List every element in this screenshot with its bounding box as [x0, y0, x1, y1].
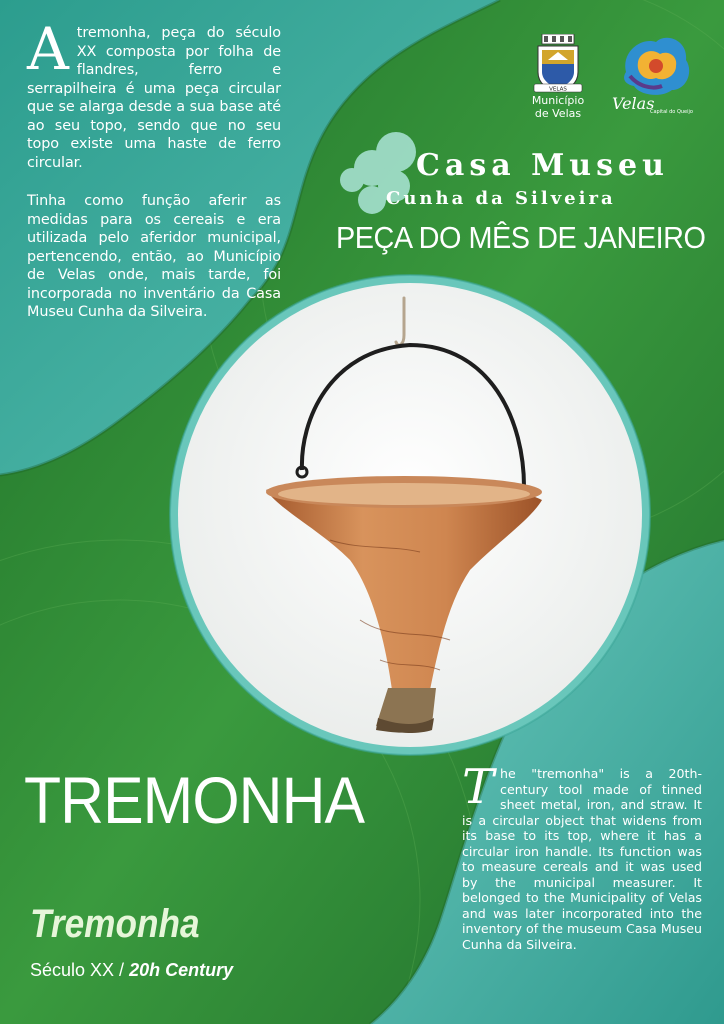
intro-pt-paragraph-1-text: tremonha, peça do século XX composta por folha de flandres, ferro e serrapilheira é uma peça circular que se alarga desde a sua base até ao seu topo, sendo que no seu topo existe uma haste de ferro circular.	[27, 25, 281, 171]
intro-en	[462, 759, 702, 952]
intro-en-dropcap: T	[462, 759, 495, 815]
velas-wordmark: Velas	[612, 94, 655, 113]
century-label	[30, 960, 233, 981]
intro-en-text: he "tremonha" is a 20th-century tool made of tinned sheet metal, iron, and straw. It is a circular object that widens from its base to its top, where it has a circular iron handle. Its function was to measure cereals and it was used by the municipal measurer. It belonged to the Municipality of Velas and was later incorporated into the inventory of the museum Casa Museu Cunha da Silveira.	[462, 766, 702, 952]
intro-pt	[27, 15, 281, 342]
municipality-label-line1: Município	[531, 94, 585, 107]
municipality-label-line2: de Velas	[534, 107, 582, 120]
object-subtitle: Tremonha	[30, 902, 200, 946]
municipality-crest-icon	[530, 34, 586, 94]
logos	[520, 30, 700, 130]
century-en: 20h Century	[129, 960, 234, 980]
century-pt: Século XX /	[30, 960, 130, 980]
intro-pt-dropcap: A	[27, 15, 69, 83]
object-name: TREMONHA	[24, 763, 365, 837]
museum-title-line1: Casa Museu	[416, 148, 669, 183]
velas-tagline: Capital do Queijo	[650, 109, 693, 115]
piece-of-month-heading: PEÇA DO MÊS DE JANEIRO	[336, 220, 706, 255]
municipality-label	[520, 94, 596, 120]
museum-title-line2: Cunha da Silveira	[386, 188, 616, 209]
intro-pt-paragraph-2: Tinha como função aferir as medidas para os cereais e era utilizada pelo aferidor municipal, pertencendo, então, ao Município de Velas onde, mais tarde, foi incorporada no inventário da Casa Museu Cunha da Silveira.	[27, 193, 281, 320]
intro-pt-paragraph-1	[27, 15, 281, 172]
crest-label: VELAS	[549, 86, 567, 93]
